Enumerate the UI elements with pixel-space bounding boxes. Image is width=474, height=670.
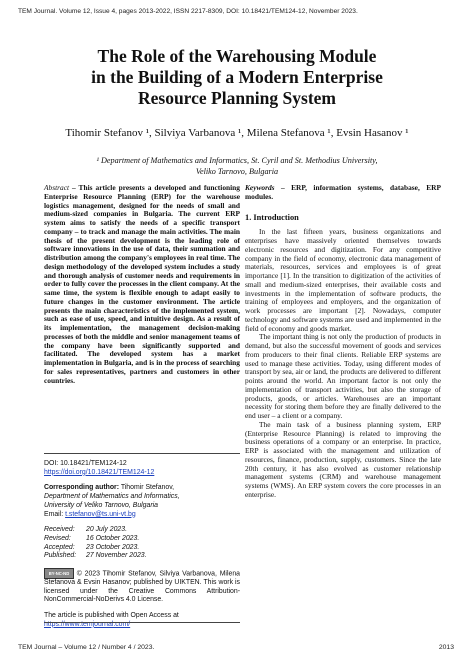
date-value: 27 November 2023. — [86, 552, 147, 560]
right-column — [245, 184, 441, 500]
doi-link[interactable]: https://doi.org/10.18421/TEM124-12 — [44, 468, 155, 476]
intro-paragraph-3: The main task of a business planning system, ERP (Enterprise Resource Planning) is related to improving the business operations of a company or an enterprise. In practice, ERP is associated with the management and utilization of resources, finance, production, supply, customers. Since the late 20th century, it has also evolved as customer relationship management systems (CRM) and warehouse management systems (WMS). An ERP system covers the core processes in an enterprise. — [245, 419, 441, 499]
date-value: 20 July 2023. — [86, 526, 127, 534]
corresponding-univ: University of Veliko Tarnovo, Bulgaria — [44, 501, 159, 509]
abstract — [44, 184, 240, 385]
affiliation-line-2: Veliko Tarnovo, Bulgaria — [195, 167, 279, 176]
paper-title — [0, 46, 474, 109]
date-value: 16 October 2023. — [86, 534, 140, 542]
section-heading-introduction: 1. Introduction — [245, 212, 299, 222]
title-line-1: The Role of the Warehousing Module — [97, 46, 377, 66]
running-head: TEM Journal. Volume 12, Issue 4, pages 2013-2022, ISSN 2217-8309, DOI: 10.18421/TEM124-12, November 2023. — [18, 8, 358, 15]
intro-paragraph-1: In the last fifteen years, business organizations and enterprises have massively oriented themselves towards electronic resources and digitization. For any competitive company in the field of economy, electronic data management of materials, resources, services and employees is of great importance [1]. In the transition to digitization of the activities of small and medium-sized enterprises, their available costs and investments in the implementation of software products, the training of employees and employers, and the organization of work processes are important [2]. Nowadays, computer technology and software systems are used and implemented in the field of economy and goods market. — [245, 227, 441, 333]
title-line-3: Resource Planning System — [137, 88, 336, 108]
date-value: 23 October 2023. — [86, 543, 140, 551]
footer-journal: TEM Journal – Volume 12 / Number 4 / 2023. — [18, 644, 155, 651]
info-divider-bottom — [44, 622, 240, 623]
footer-page-number: 2013 — [438, 644, 454, 651]
intro-paragraph-2: The important thing is not only the production of products in demand, but also the successful movement of goods and services from producers to their final clients. Reliable ERP systems are used to manage these activities. Today, using different modes of transport by sea, air or land, the products are delivered to different points around the world. An important factor is not only the implementation of transport activities, but also the storage of products, goods, or articles. Warehouses are an important necessity for storing them before they are finally delivered to the end user – a client or a company. — [245, 332, 441, 420]
info-divider-top — [44, 453, 240, 454]
article-info — [44, 460, 240, 630]
license-block — [44, 568, 240, 605]
cc-license-icon[interactable]: BY-NC-ND — [44, 568, 74, 579]
date-label: Revised: — [44, 534, 71, 542]
author-list: Tihomir Stefanov ¹, Silviya Varbanova ¹, Milena Stefanova ¹, Evsin Hasanov ¹ — [65, 127, 409, 139]
license-text: © 2023 Tihomir Stefanov, Silviya Varbanova, Milena Stefanova & Evsin Hasanov; published by UIKTEN. This work is licensed under the Creative Commons Attribution-NonCommercial-NoDerivs 4.0 License. — [44, 570, 240, 604]
date-label: Published: — [44, 552, 77, 560]
date-list — [44, 526, 240, 561]
left-column — [44, 184, 240, 385]
affiliation — [0, 155, 474, 177]
keywords — [245, 184, 441, 202]
open-access-text: The article is published with Open Access at — [44, 612, 179, 620]
date-label: Accepted: — [44, 543, 75, 551]
email-link[interactable]: t.stefanov@ts.uni-vt.bg — [65, 510, 136, 518]
affiliation-line-1: ¹ Department of Mathematics and Informatics, St. Cyril and St. Methodius University, — [96, 156, 378, 165]
abstract-label: Abstract — [44, 183, 70, 192]
abstract-text: – This article presents a developed and functioning Enterprise Resource Planning (ERP) for the warehouse logistics management, designed for the needs of small and medium-sized companies in Bulgaria. The current ERP system aims to satisfy the needs of a specific transport company – to track and manage the main activities. The main thesis of the present development is the leading role of software innovations in the use of data, their summation and distribution among the company's employees in real time. The design methodology of the developed system includes a study and thorough analysis of customer needs and requirements in order to fully cover the processes in the client company. At the same time, the system is flexible enough to adapt easily to future changes in the customer environment. The article presents the main characteristics of the implemented system, such as ease of use, speed, and intuitive design. As a result of its implementation, the management decision-making processes of both the middle and senior management teams of the company have been significantly supported and facilitated. The developed system has a market implementation in Bulgaria, and is in the process of searching for sales representatives, partners and customers in other countries. — [44, 183, 240, 385]
keywords-label: Keywords — [245, 183, 275, 192]
keywords-text: – ERP, information systems, database, ERP modules. — [245, 183, 441, 201]
corresponding-name: Tihomir Stefanov, — [119, 484, 175, 492]
doi-label: DOI: 10.18421/TEM124-12 — [44, 460, 127, 467]
journal-link[interactable]: https://www.temjournal.com/ — [44, 620, 131, 628]
corresponding-dept: Department of Mathematics and Informatics, — [44, 493, 180, 501]
email-label: Email: — [44, 510, 64, 518]
corresponding-label: Corresponding author: — [44, 484, 120, 492]
date-label: Received: — [44, 526, 75, 534]
title-line-2: in the Building of a Modern Enterprise — [91, 67, 383, 87]
